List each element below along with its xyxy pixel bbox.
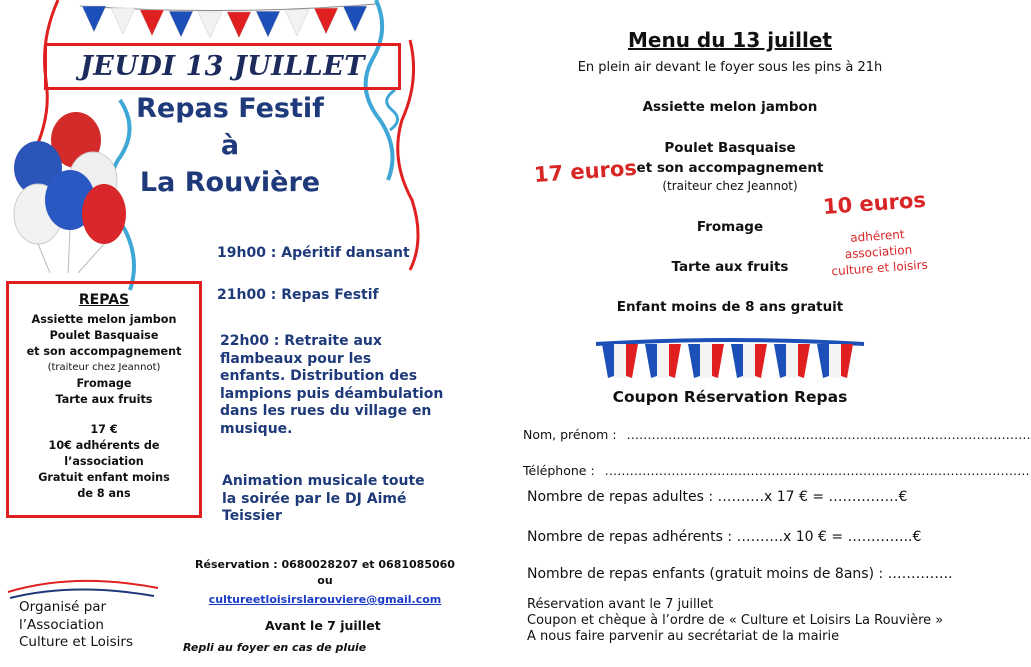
schedule-line: Animation musicale toute (222, 473, 425, 489)
menu-subtitle: En plein air devant le foyer sous les pins à 21h (577, 60, 883, 75)
schedule-line: 22h00 : Retraite aux (220, 333, 382, 349)
price-full: 17 euros (533, 155, 638, 187)
balloons-illustration (8, 108, 128, 278)
member-note-line: culture et loisirs (831, 257, 929, 279)
schedule-line: Teissier (222, 508, 282, 524)
price-member: 10 euros (822, 187, 927, 219)
date-banner (44, 43, 401, 90)
form-children-row[interactable]: Nombre de repas enfants (gratuit moins de 8ans) : ………….. (527, 566, 953, 582)
schedule-line: flambeaux pour les (220, 350, 372, 367)
form-phone-row (523, 463, 1030, 478)
menu-item-tarte: Tarte aux fruits (671, 259, 789, 275)
form-name-row (523, 427, 1031, 442)
menu-item-melon: Assiette melon jambon (642, 99, 818, 115)
bunting-flag (688, 344, 724, 378)
member-note-line: adhérent (849, 227, 905, 245)
organiser-block (8, 583, 150, 667)
bunting-flag (817, 344, 853, 378)
event-date: JEUDI 13 JUILLET (80, 51, 365, 82)
event-title-line-2: à (220, 130, 240, 161)
coupon-title: Coupon Réservation Repas (612, 388, 848, 406)
member-note-line: association (844, 242, 913, 262)
form-members-row[interactable]: Nombre de repas adhérents : ……….x 10 € = …………..€ (527, 529, 922, 545)
form-phone-label: Téléphone : (523, 463, 595, 478)
member-note (824, 224, 932, 279)
bunting-flag (645, 344, 681, 378)
form-name-input[interactable]: ……………………………………………………………………………………. (626, 427, 1031, 442)
repas-line: (traiteur chez Jeannot) (47, 362, 161, 373)
bunting-flag (731, 344, 767, 378)
repas-line: Fromage (76, 377, 132, 390)
organiser-line: l’Association (19, 616, 104, 633)
schedule-aperitif: 19h00 : Apéritif dansant (217, 245, 410, 261)
schedule-line: enfants. Distribution des (220, 368, 418, 384)
schedule-line: musique. (220, 420, 293, 437)
menu-item-fromage: Fromage (696, 219, 764, 235)
rain-fallback-note: Repli au foyer en cas de pluie (183, 641, 367, 654)
menu-item-poulet: Poulet Basquaise (664, 140, 796, 156)
schedule-repas: 21h00 : Repas Festif (217, 287, 379, 303)
reservation-or: ou (317, 574, 333, 587)
organiser-line: Organisé par (19, 599, 107, 615)
reservation-deadline: Avant le 7 juillet (265, 618, 381, 633)
bunting-flag (602, 344, 638, 378)
event-title-line-1: Repas Festif (136, 93, 324, 124)
menu-title: Menu du 13 juillet (627, 28, 832, 52)
bunting-flag (774, 344, 810, 378)
repas-line: 10€ adhérents de (48, 439, 160, 452)
menu-item-enfant: Enfant moins de 8 ans gratuit (616, 299, 844, 315)
repas-line: Assiette melon jambon (31, 313, 177, 326)
repas-line: l’association (64, 455, 144, 468)
form-adults-row[interactable]: Nombre de repas adultes : ……….x 17 € = ……………€ (527, 489, 908, 505)
organiser-line: Culture et Loisirs (19, 634, 133, 650)
menu-item-accompagnement: et son accompagnement (636, 160, 824, 176)
instruction-line: Coupon et chèque à l’ordre de « Culture et Loisirs La Rouvière » (527, 613, 944, 628)
repas-line: de 8 ans (77, 487, 131, 500)
instruction-line: A nous faire parvenir au secrétariat de la mairie (527, 629, 840, 644)
schedule-line: dans les rues du village en (220, 403, 432, 419)
coupon-instructions (527, 597, 943, 645)
form-name-label: Nom, prénom : (523, 427, 617, 442)
schedule-line: lampions puis déambulation (220, 385, 444, 402)
schedule-line: la soirée par le DJ Aimé (222, 490, 407, 507)
repas-heading: REPAS (78, 292, 130, 308)
repas-line: Gratuit enfant moins (38, 471, 170, 484)
repas-line: Poulet Basquaise (49, 329, 159, 342)
schedule-animation (222, 473, 425, 526)
repas-summary-box (6, 281, 202, 518)
reservation-email-link[interactable]: cultureetloisirslarouviere@gmail.com (208, 593, 442, 606)
repas-line: Tarte aux fruits (55, 393, 153, 406)
form-phone-input[interactable]: ………………………………………………………………………………………… (604, 463, 1030, 478)
instruction-line: Réservation avant le 7 juillet (527, 597, 714, 612)
bunting-flags-right (596, 338, 864, 386)
repas-line: et son accompagnement (26, 345, 182, 358)
menu-item-traiteur: (traiteur chez Jeannot) (662, 179, 798, 193)
repas-price: 17 € (90, 423, 118, 436)
reservation-phones: Réservation : 0680028207 et 0681085060 (195, 558, 455, 571)
schedule-retraite (220, 333, 443, 438)
event-title-line-3: La Rouvière (139, 167, 321, 198)
